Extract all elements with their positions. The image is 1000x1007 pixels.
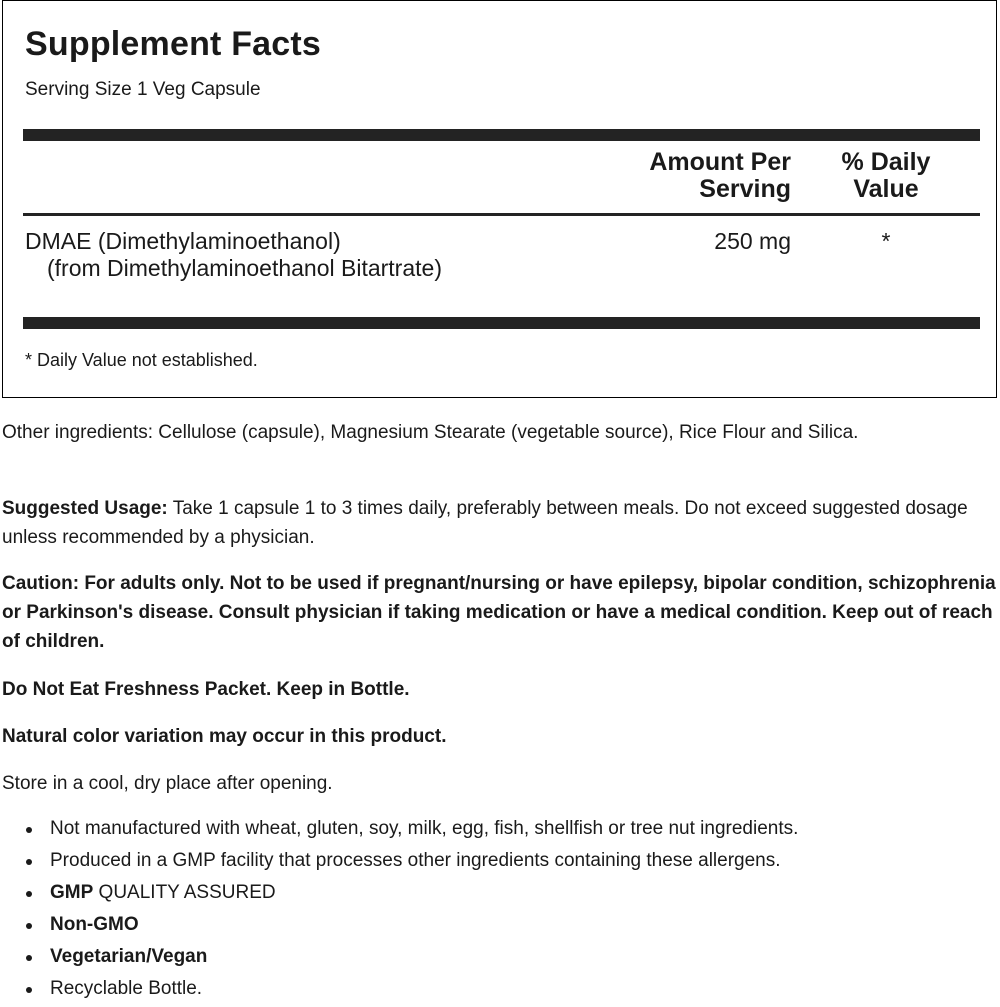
list-item — [0, 943, 1000, 975]
dv-header-line1: % Daily — [841, 148, 931, 176]
daily-value-header — [811, 149, 961, 203]
claim-gmp-facility: Produced in a GMP facility that processes other ingredients containing these allergens. — [50, 850, 781, 871]
bullet-icon — [26, 923, 32, 929]
list-item — [0, 847, 1000, 879]
suggested-usage-label: Suggested Usage: — [2, 498, 168, 519]
top-thick-divider — [23, 129, 980, 141]
claim-recyclable-bottle: Recyclable Bottle. — [50, 978, 203, 999]
list-item — [0, 815, 1000, 847]
bullet-icon — [26, 891, 32, 897]
list-item — [0, 975, 1000, 1007]
ingredient-daily-value: * — [881, 228, 891, 254]
dv-header-line2: Value — [853, 175, 919, 203]
color-variation-note: Natural color variation may occur in this product. — [2, 726, 447, 747]
bullet-icon — [26, 859, 32, 865]
amount-header-line1: Amount Per — [649, 148, 791, 176]
list-item — [0, 911, 1000, 943]
bullet-icon — [26, 827, 32, 833]
bullet-icon — [26, 955, 32, 961]
other-ingredients: Other ingredients: Cellulose (capsule), Magnesium Stearate (vegetable source), Rice Flour and Silica. — [2, 422, 859, 443]
freshness-packet-warning: Do Not Eat Freshness Packet. Keep in Bottle. — [2, 679, 410, 700]
ingredient-amount: 250 mg — [714, 228, 791, 254]
claim-gmp-bold: GMP — [50, 882, 94, 903]
bullet-icon — [26, 987, 32, 993]
ingredient-name: DMAE (Dimethylaminoethanol) — [25, 228, 341, 254]
claim-vegetarian-vegan: Vegetarian/Vegan — [50, 946, 208, 967]
product-claims-list — [0, 815, 1000, 1007]
amount-header-line2: Serving — [699, 175, 791, 203]
suggested-usage — [2, 494, 996, 552]
facts-title: Supplement Facts — [25, 25, 322, 63]
caution-statement: Caution: For adults only. Not to be used if pregnant/nursing or have epilepsy, bipolar condition, schizophrenia or Parkinson's disease. Consult physician if taking medication or have a medical condition. Keep out of reach of children. — [2, 573, 996, 652]
list-item — [0, 879, 1000, 911]
serving-size: Serving Size 1 Veg Capsule — [25, 79, 261, 100]
claim-allergen-free: Not manufactured with wheat, gluten, soy, milk, egg, fish, shellfish or tree nut ingredients. — [50, 818, 799, 839]
storage-instructions: Store in a cool, dry place after opening. — [2, 773, 333, 794]
supplement-facts-panel — [2, 0, 997, 398]
claim-quality-assured: QUALITY ASSURED — [93, 882, 276, 903]
daily-value-footnote: * Daily Value not established. — [25, 350, 258, 370]
claim-non-gmo: Non-GMO — [50, 914, 139, 935]
suggested-usage-text: Take 1 capsule 1 to 3 times daily, preferably between meals. Do not exceed suggested dosage unless recommended by a physician. — [2, 498, 968, 548]
ingredient-source: (from Dimethylaminoethanol Bitartrate) — [47, 255, 442, 281]
bottom-thick-divider — [23, 317, 980, 329]
header-thin-divider — [23, 213, 980, 216]
amount-per-serving-header — [583, 149, 791, 203]
